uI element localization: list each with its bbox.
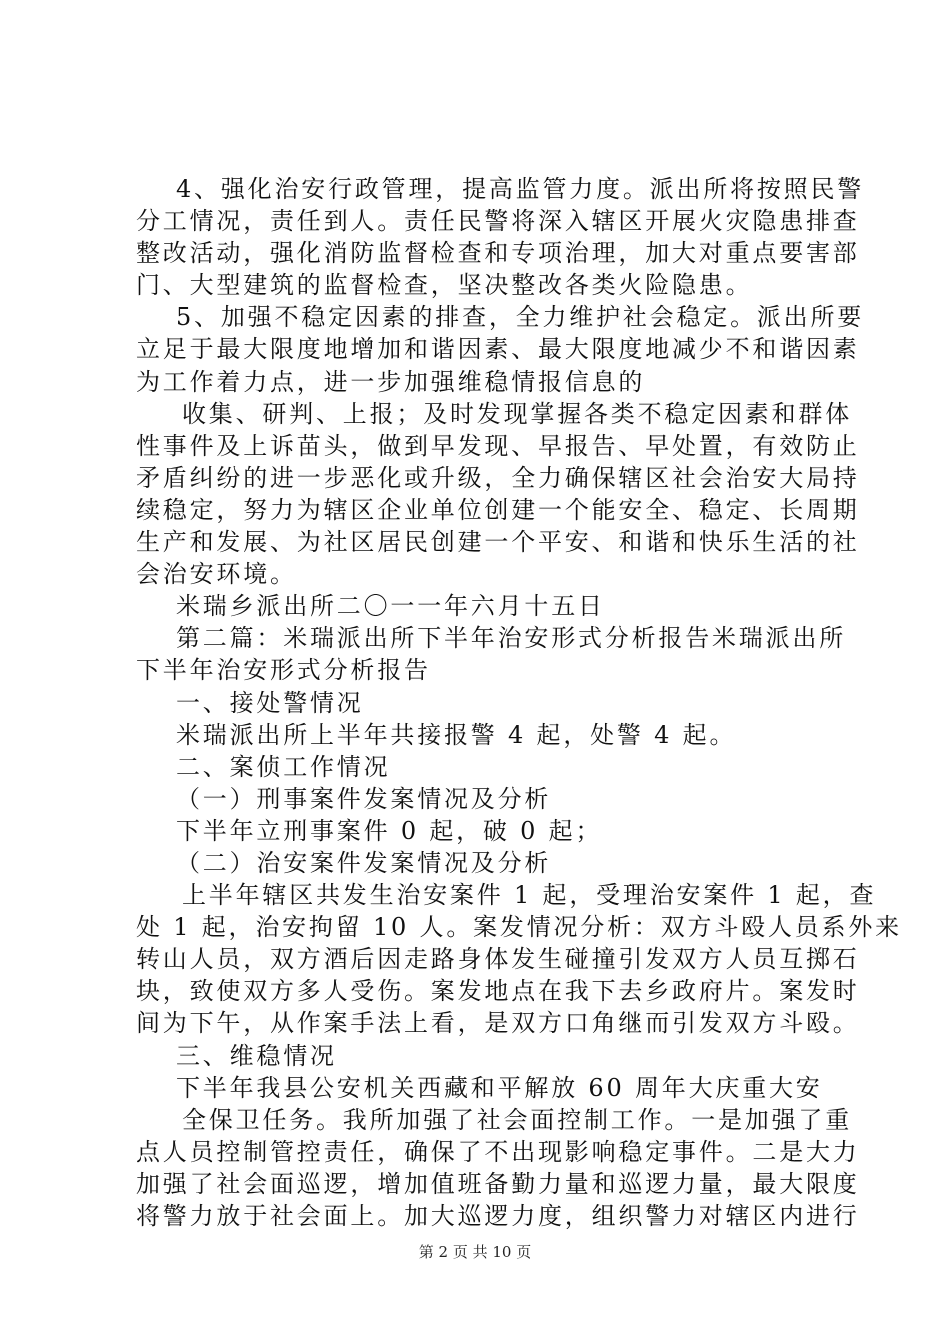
text-line: 转山人员，双方酒后因走路身体发生碰撞引发双方人员互掷石 xyxy=(136,945,860,974)
text-line: 下半年我县公安机关西藏和平解放 60 周年大庆重大安 xyxy=(176,1073,823,1102)
text-line: 将警力放于社会面上。加大巡逻力度，组织警力对辖区内进行 xyxy=(136,1202,860,1230)
text-line: 下半年立刑事案件 0 起，破 0 起； xyxy=(176,816,603,845)
text-line: 4、强化治安行政管理，提高监管力度。派出所将按照民警 xyxy=(176,175,865,203)
text-line: 块，致使双方多人受伤。案发地点在我下去乡政府片。案发时 xyxy=(136,977,860,1006)
text-line: 处 1 起，治安拘留 10 人。案发情况分析：双方斗殴人员系外来 xyxy=(136,913,902,942)
section-title: 第二篇：米瑞派出所下半年治安形式分析报告米瑞派出所 xyxy=(176,624,846,653)
text-line: 立足于最大限度地增加和谐因素、最大限度地减少不和谐因素 xyxy=(136,335,860,364)
text-line: 米瑞派出所上半年共接报警 4 起，处警 4 起。 xyxy=(176,720,737,749)
text-line: 上半年辖区共发生治安案件 1 起，受理治安案件 1 起，查 xyxy=(182,881,877,910)
text-line: 分工情况，责任到人。责任民警将深入辖区开展火灾隐患排查 xyxy=(136,207,860,236)
text-line: 生产和发展、为社区居民创建一个平安、和谐和快乐生活的社 xyxy=(136,528,860,557)
text-line: 为工作着力点，进一步加强维稳情报信息的 xyxy=(136,367,646,396)
document-body xyxy=(136,173,902,1232)
text-line: 会治安环境。 xyxy=(136,560,297,589)
text-line: 收集、研判、上报；及时发现掌握各类不稳定因素和群体 xyxy=(182,399,852,428)
heading: 一、接处警情况 xyxy=(176,688,364,717)
subheading: （二）治安案件发案情况及分析 xyxy=(176,848,552,877)
text-line: 点人员控制管控责任，确保了不出现影响稳定事件。二是大力 xyxy=(136,1137,860,1166)
page-footer: 第 2 页 共 10 页 xyxy=(418,1243,532,1261)
text-line: 门、大型建筑的监督检查，坚决整改各类火险隐患。 xyxy=(136,271,753,300)
heading: 三、维稳情况 xyxy=(176,1041,337,1070)
text-line: 性事件及上诉苗头，做到早发现、早报告、早处置，有效防止 xyxy=(136,431,860,460)
section-title: 下半年治安形式分析报告 xyxy=(136,656,431,685)
text-line: 全保卫任务。我所加强了社会面控制工作。一是加强了重 xyxy=(182,1105,852,1134)
text-line: 间为下午，从作案手法上看，是双方口角继而引发双方斗殴。 xyxy=(136,1009,860,1038)
text-line: 矛盾纠纷的进一步恶化或升级，全力确保辖区社会治安大局持 xyxy=(136,463,860,492)
subheading: （一）刑事案件发案情况及分析 xyxy=(176,784,552,813)
heading: 二、案侦工作情况 xyxy=(176,752,391,781)
text-line: 整改活动，强化消防监督检查和专项治理，加大对重点要害部 xyxy=(136,239,860,268)
text-line: 续稳定，努力为辖区企业单位创建一个能安全、稳定、长周期 xyxy=(136,495,860,524)
signature-line: 米瑞乡派出所二〇一一年六月十五日 xyxy=(176,592,605,621)
text-line: 加强了社会面巡逻，增加值班备勤力量和巡逻力量，最大限度 xyxy=(136,1169,860,1198)
text-line: 5、加强不稳定因素的排查，全力维护社会稳定。派出所要 xyxy=(176,303,865,332)
